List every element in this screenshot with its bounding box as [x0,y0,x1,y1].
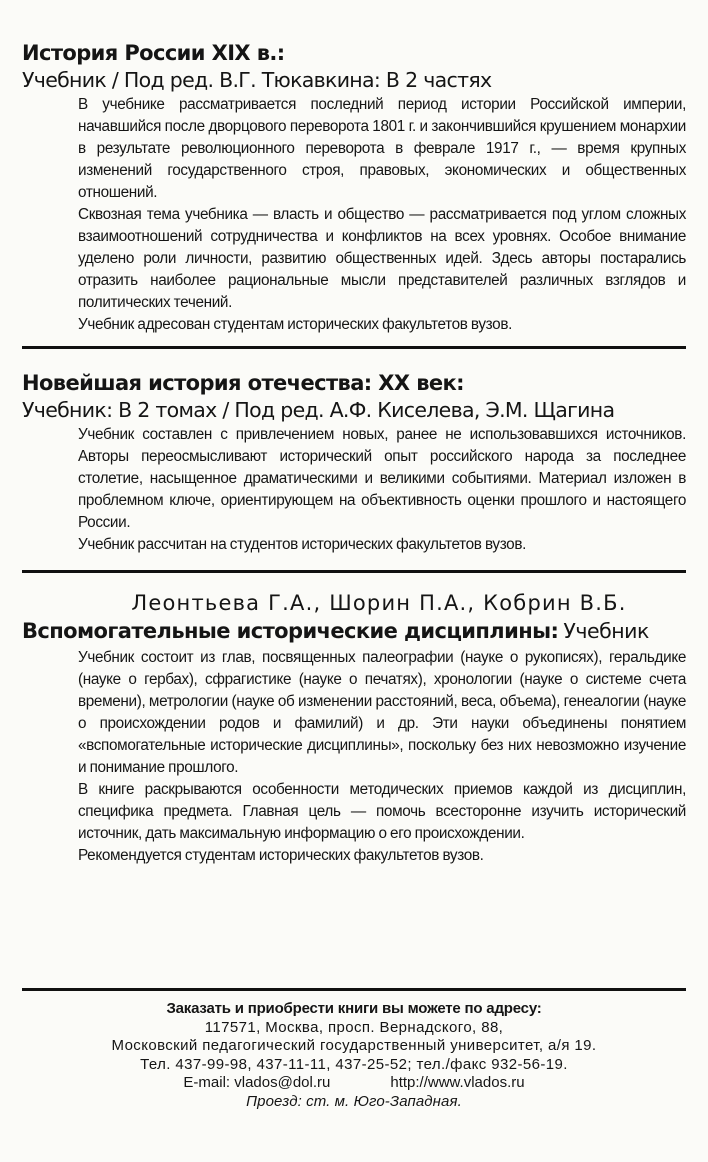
book-title: История России XIX в.: [22,41,285,65]
university-address: Московский педагогический государственный университет, а/я 19. [111,1037,597,1055]
ordering-heading: Заказать и приобрести книги вы можете по адресу: [166,1000,542,1017]
book-title-line [22,617,686,647]
phone-numbers: Тел. 437-99-98, 437-11-11, 437-25-52; тел./факс 932-56-19. [140,1055,568,1073]
metro-directions: Проезд: ст. м. Юго-Западная. [246,1092,462,1110]
book-description-paragraph: Сквозная тема учебника — власть и общество — рассматривается под углом сложных взаимоотношений сотрудничества и конфликтов на всех уровнях. Особое внимание уделено роли личности, развитию общественных идей. Здесь авторы постарались отразить наиболее рациональные мысли представителей различных взглядов и политических течений. [78,206,686,311]
ordering-info [22,1000,686,1112]
postal-address: 117571, Москва, просп. Вернадского, 88, [204,1018,504,1036]
book-entry-2 [22,370,686,556]
section-divider [22,988,686,991]
book-title: Новейшая история отечества: XX век: [22,371,464,395]
book-title: Вспомогательные исторические дисциплины: [22,619,559,643]
book-authors: Леонтьева Г.А., Шорин П.А., Кобрин В.Б. [131,591,627,615]
book-subtitle: Учебник / Под ред. В.Г. Тюкавкина: В 2 частях [22,68,492,92]
book-description-paragraph: Рекомендуется студентам исторических факультетов вузов. [78,847,484,864]
book-subtitle: Учебник [563,619,649,643]
email-address[interactable]: E-mail: vlados@dol.ru [183,1074,331,1092]
section-divider [22,346,686,349]
book-description-paragraph: В учебнике рассматривается последний период истории Российской империи, начавшийся после дворцового переворота 1801 г. и закончившийся крушением монархии в результате революционного переворота в феврале 1917 г., — время крупных изменений государственного строя, правовых, экономических и общественных отношений. [78,96,686,201]
online-contacts [22,1074,686,1093]
book-description-paragraph: Учебник рассчитан на студентов исторических факультетов вузов. [78,536,527,553]
book-description-paragraph: В книге раскрываются особенности методических приемов каждой из дисциплин, специфика предмета. Главная цель — помочь всесторонне изучить исторический источник, дать максимальную информацию о его происхождении. [78,781,686,842]
book-description-paragraph: Учебник адресован студентам исторических факультетов вузов. [78,316,512,333]
book-entry-3 [22,589,686,867]
section-divider [22,570,686,573]
book-description-paragraph: Учебник составлен с привлечением новых, ранее не использовавшихся источников. Авторы переосмысливают исторический опыт российского народа за последнее столетие, насыщенное драматическими и великими событиями. Материал изложен в проблемном ключе, ориентирующем на объективность оценки прошлого и настоящего России. [78,426,686,531]
website-link[interactable]: http://www.vlados.ru [390,1074,525,1092]
book-entry-1 [22,40,686,336]
book-subtitle: Учебник: В 2 томах / Под ред. А.Ф. Киселева, Э.М. Щагина [22,398,615,422]
book-description-paragraph: Учебник состоит из глав, посвященных палеографии (науке о рукописях), геральдике (науке о гербах), сфрагистике (науке о печатях), хронологии (науке о системе счета времени), метрологии (науке об изменении расстояний, веса, объема), генеалогии (науке о происхождении родов и фамилий) и др. Эти науки объединены понятием «вспомогательные исторические дисциплины», поскольку без них невозможно изучение и понимание прошлого. [78,649,686,776]
